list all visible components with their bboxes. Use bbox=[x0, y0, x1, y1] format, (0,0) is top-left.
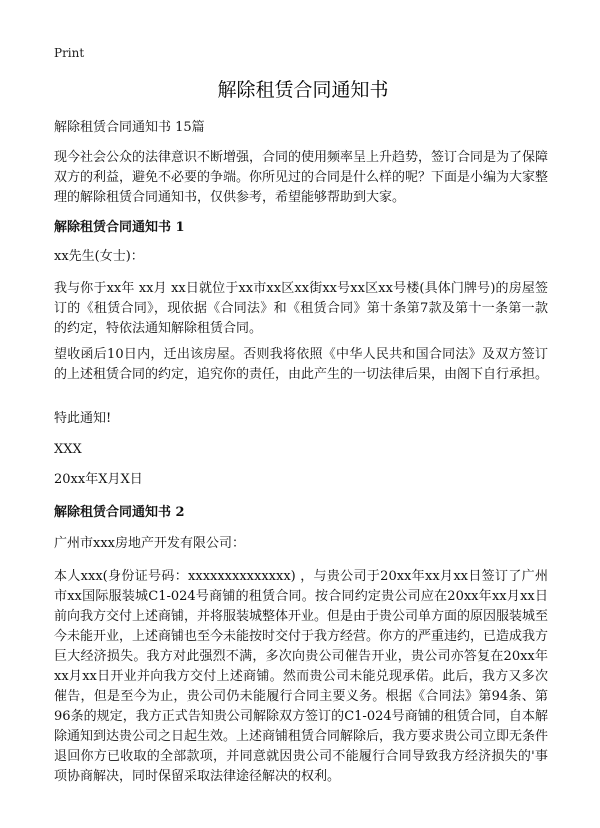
section-2-body: 本人xxx(身份证号码：xxxxxxxxxxxxxx) ，与贵公司于20xx年xx月xx日签订了广州市xx国际服装城C1-024号商铺的租赁合同。按合同约定贵公司应在20xx年xx月xx日前向我方交付上述商铺，并将服装城整体开业。但是由于贵公司单方面的原因服装城至今未能开业，上述商铺也至今未能按时交付于我方经营。你方的严重违约，已造成我方巨大经济损失。我方对此强烈不满，多次向贵公司催告开业，贵公司亦答复在20xx年xx月xx日开业并向我方交付上述商铺。然而贵公司未能兑现承偌。此后，我方又多次催告，但是至今为止，贵公司仍未能履行合同主要义务。根据《合同法》第94条、第96条的规定，我方正式告知贵公司解除双方签订的C1-024号商铺的租赁合同，自本解除通知到达贵公司之日起生效。上述商铺租赁合同解除后，我方要求贵公司立即无条件退回你方已收取的全部款项，并同意就因贵公司不能履行合同导致我方经济损失的'事项协商解决，同时保留采取法律途径解决的权利。 bbox=[54, 569, 549, 784]
section-1-heading: 解除租赁合同通知书 1 bbox=[54, 220, 185, 235]
section-1-paragraph-1: 我与你于xx年 xx月 xx日就位于xx市xx区xx街xx号xx区xx号楼(具体门牌号)的房屋签订的《租赁合同》，现依据《合同法》和《租赁合同》第十条第7款及第十一条第一款的约定，特依法通知解除租赁合同。 bbox=[54, 281, 548, 336]
print-link[interactable]: Print bbox=[54, 46, 85, 60]
section-1-salutation: xx先生(女士)： bbox=[54, 249, 144, 264]
section-2-heading: 解除租赁合同通知书 2 bbox=[54, 505, 185, 520]
document-subtitle: 解除租赁合同通知书 15篇 bbox=[54, 120, 205, 135]
section-1-date: 20xx年X月X日 bbox=[54, 472, 143, 487]
section-1-notice: 特此通知! bbox=[54, 411, 112, 426]
section-2-addressee: 广州市xxx房地产开发有限公司： bbox=[54, 536, 245, 551]
section-1-paragraph-2: 望收函后10日内，迁出该房屋。否则我将依照《中华人民共和国合同法》及双方签订的上述租赁合同的约定，追究你的责任，由此产生的一切法律后果，由阁下自行承担。 bbox=[54, 347, 549, 382]
intro-paragraph: 现今社会公众的法律意识不断增强，合同的使用频率呈上升趋势，签订合同是为了保障双方的利益，避免不必要的争端。你所见过的合同是什么样的呢？下面是小编为大家整理的解除租赁合同通知书，仅供参考，希望能够帮助到大家。 bbox=[54, 150, 549, 205]
document-title: 解除租赁合同通知书 bbox=[217, 79, 389, 101]
section-1-signature: XXX bbox=[54, 442, 82, 457]
